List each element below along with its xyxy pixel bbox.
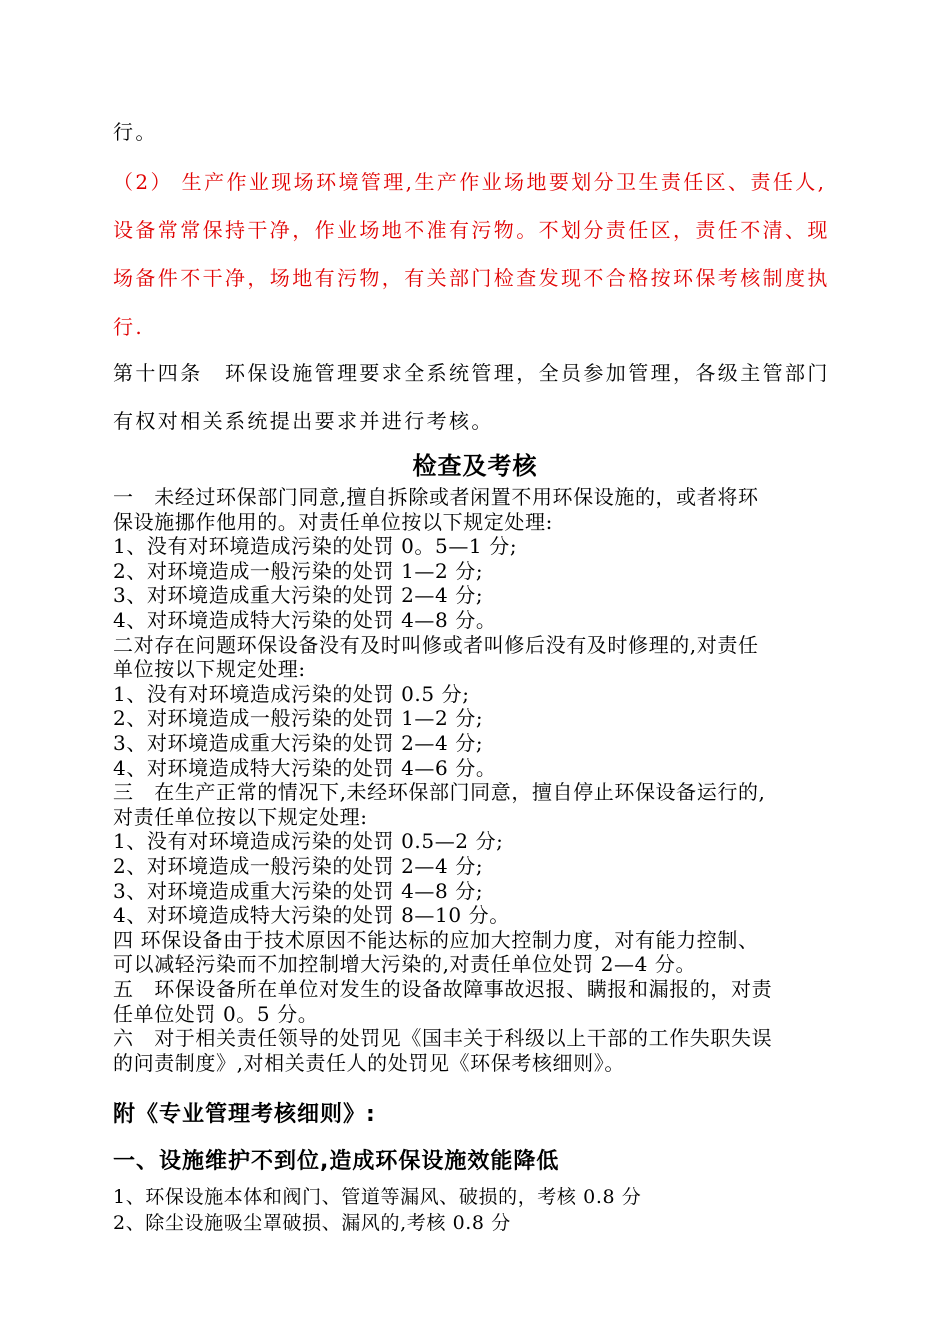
rule-line: 任单位处罚 0。5 分。: [113, 1001, 319, 1026]
section-title: 检查及考核: [412, 452, 538, 480]
rule-line: 1、没有对环境造成污染的处罚 0.5 分;: [113, 681, 470, 706]
rule-line: 3、对环境造成重大污染的处罚 2—4 分;: [113, 731, 484, 755]
rule-line: 六 对于相关责任领导的处罚见《国丰关于科级以上干部的工作失职失误: [113, 1026, 773, 1051]
rule-line: 四 环保设备由于技术原因不能达标的应加大控制力度，对有能力控制、: [113, 927, 759, 952]
item2-line1: （2） 生产作业现场环境管理,生产作业场地要划分卫生责任区、责任人,: [113, 170, 827, 194]
article14-line2: 有权对相关系统提出要求并进行考核。: [113, 409, 494, 433]
item2-line3: 场备件不干净，场地有污物，有关部门检查发现不合格按环保考核制度执: [113, 266, 830, 290]
item2-line2: 设备常常保持干净，作业场地不准有污物。不划分责任区，责任不清、现: [113, 218, 830, 242]
sub-heading: 一、设施维护不到位,造成环保设施效能降低: [113, 1149, 560, 1174]
rule-line: 1、没有对环境造成污染的处罚 0。5—1 分;: [113, 534, 518, 559]
rule-line: 一 未经过环保部门同意,擅自拆除或者闲置不用环保设施的，或者将环: [113, 485, 759, 509]
paragraph-continuation: 行。: [113, 120, 158, 144]
rule-line: 2、对环境造成一般污染的处罚 2—4 分;: [113, 854, 484, 878]
rule-line: 对责任单位按以下规定处理:: [113, 804, 368, 829]
rule-line: 的问责制度》,对相关责任人的处罚见《环保考核细则》。: [113, 1050, 625, 1075]
rule-line: 1、没有对环境造成污染的处罚 0.5—2 分;: [113, 829, 504, 854]
detail-line: 2、除尘设施吸尘罩破损、漏风的,考核 0.8 分: [113, 1212, 511, 1234]
rule-line: 3、对环境造成重大污染的处罚 4—8 分;: [113, 878, 484, 903]
rule-line: 4、对环境造成特大污染的处罚 8—10 分。: [113, 903, 510, 928]
rule-line: 五 环保设备所在单位对发生的设备故障事故迟报、瞒报和漏报的，对责: [113, 977, 773, 1001]
rule-line: 可以减轻污染而不加控制增大污染的,对责任单位处罚 2—4 分。: [113, 952, 697, 977]
article14-line1: 第十四条 环保设施管理要求全系统管理，全员参加管理，各级主管部门: [113, 361, 830, 385]
rule-line: 2、对环境造成一般污染的处罚 1—2 分;: [113, 558, 484, 583]
rule-line: 二对存在问题环保设备没有及时叫修或者叫修后没有及时修理的,对责任: [113, 632, 759, 657]
item2-line4: 行.: [113, 315, 145, 339]
rule-line: 单位按以下规定处理:: [113, 657, 306, 682]
rule-line: 4、对环境造成特大污染的处罚 4—8 分。: [113, 608, 497, 632]
rule-line: 保设施挪作他用的。对责任单位按以下规定处理:: [113, 509, 553, 534]
rule-line: 3、对环境造成重大污染的处罚 2—4 分;: [113, 583, 484, 608]
rule-line: 4、对环境造成特大污染的处罚 4—6 分。: [113, 755, 497, 780]
detail-line: 1、环保设施本体和阀门、管道等漏风、破损的，考核 0.8 分: [113, 1186, 642, 1208]
rule-line: 三 在生产正常的情况下,未经环保部门同意，擅自停止环保设备运行的,: [113, 780, 766, 805]
rule-line: 2、对环境造成一般污染的处罚 1—2 分;: [113, 706, 484, 731]
appendix-heading: 附《专业管理考核细则》:: [113, 1102, 376, 1127]
